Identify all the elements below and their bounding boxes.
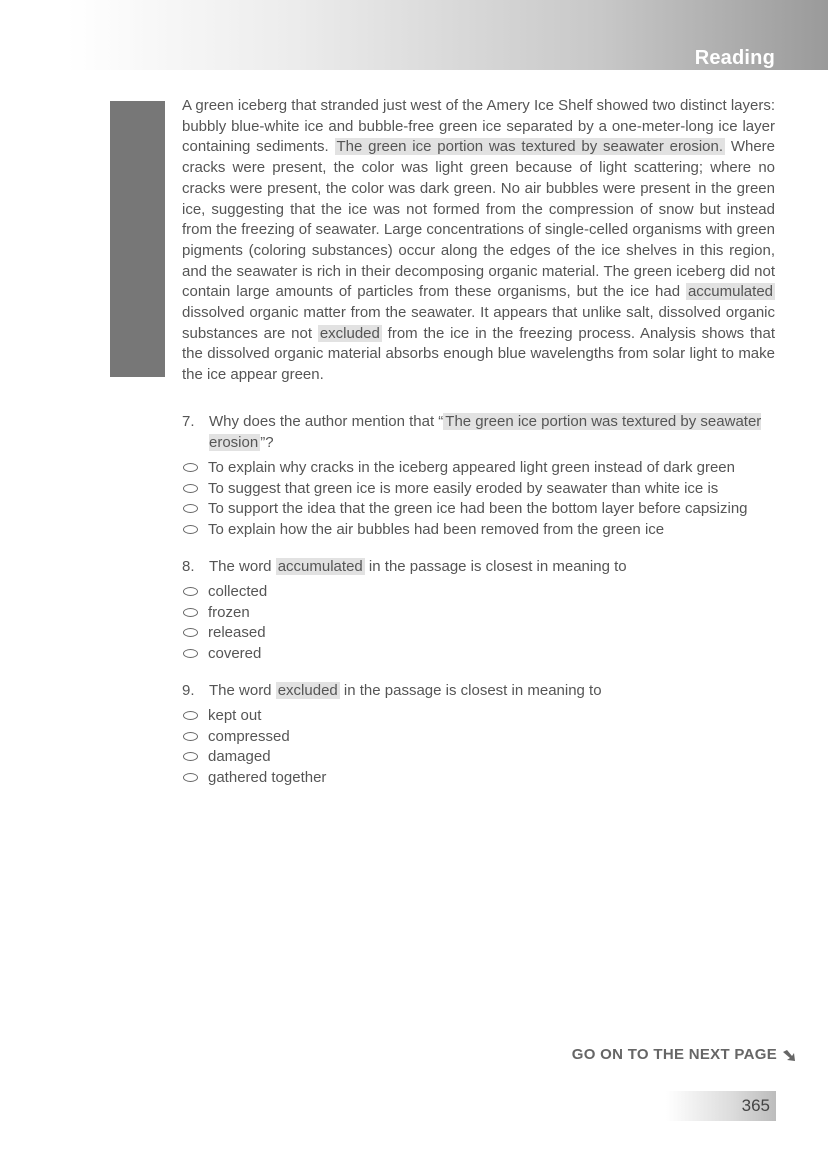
question-9: [182, 680, 782, 788]
passage-text: from the ice in the freezing process. Analysis shows that the dissolved organic material absorbs enough blue wavelengths from solar light to make the ice appear green.: [182, 324, 775, 384]
choice-label: covered: [208, 644, 262, 662]
choice-label: To explain why cracks in the iceberg appeared light green instead of dark green: [208, 458, 735, 476]
radio-icon[interactable]: [183, 752, 198, 761]
choice-label: To explain how the air bubbles had been removed from the green ice: [208, 520, 665, 538]
question-stem: [182, 411, 782, 453]
stem-text: The word: [209, 558, 276, 575]
question-number: 8.: [182, 558, 195, 575]
go-next-label: GO ON TO THE NEXT PAGE: [571, 1046, 777, 1063]
choice-7a[interactable]: [182, 457, 782, 478]
question-text: [209, 680, 782, 701]
answer-choices: [182, 705, 782, 788]
passage-highlight-accumulated: accumulated: [687, 283, 774, 301]
page-number: 365: [741, 1096, 770, 1115]
choice-8c[interactable]: [182, 622, 782, 643]
choice-label: compressed: [208, 727, 290, 745]
choice-9d[interactable]: [182, 767, 782, 788]
choice-8b[interactable]: [182, 602, 782, 623]
radio-icon[interactable]: [183, 711, 198, 720]
choice-8d[interactable]: [182, 643, 782, 664]
radio-icon[interactable]: [183, 732, 198, 741]
answer-choices: [182, 581, 782, 664]
reading-passage: [182, 96, 775, 386]
radio-icon[interactable]: [183, 504, 198, 513]
question-7: [182, 411, 782, 540]
radio-icon[interactable]: [183, 587, 198, 596]
stem-text: ”?: [260, 434, 274, 451]
stem-highlight: excluded: [277, 682, 338, 699]
stem-highlight: accumulated: [277, 558, 363, 575]
radio-icon[interactable]: [183, 484, 198, 493]
question-text: [209, 411, 782, 453]
passage-text: A green iceberg that stranded just west of the Amery Ice Shelf showed two distinct layers: bubbly blue-white ice and bubble-free green ice separated by a one-meter-long ice layer containing sediments.: [182, 97, 775, 156]
stem-text: The word: [209, 682, 276, 699]
answer-choices: [182, 457, 782, 540]
radio-icon[interactable]: [183, 773, 198, 782]
stem-text: in the passage is closest in meaning to: [364, 558, 627, 575]
side-bar: [110, 101, 165, 377]
question-8: [182, 556, 782, 664]
radio-icon[interactable]: [183, 525, 198, 534]
question-text: [209, 556, 782, 577]
radio-icon[interactable]: [183, 608, 198, 617]
choice-label: frozen: [208, 603, 250, 621]
choice-label: To suggest that green ice is more easily eroded by seawater than white ice is: [208, 479, 719, 497]
choice-7d[interactable]: [182, 519, 782, 540]
choice-label: released: [208, 624, 266, 642]
choice-9a[interactable]: [182, 705, 782, 726]
radio-icon[interactable]: [183, 628, 198, 637]
choice-label: collected: [208, 582, 268, 600]
question-stem: [182, 556, 782, 577]
choice-label: gathered together: [208, 768, 327, 786]
passage-highlight-textured: The green ice portion was textured by seawater erosion.: [336, 138, 724, 156]
question-number: 9.: [182, 682, 195, 699]
choice-7b[interactable]: [182, 478, 782, 499]
passage-highlight-excluded: excluded: [319, 324, 380, 342]
stem-highlight: The green ice portion was textured by seawater erosion: [209, 413, 762, 451]
choice-label: kept out: [208, 706, 262, 724]
choice-label: To support the idea that the green ice had been the bottom layer before capsizing: [208, 500, 748, 518]
radio-icon[interactable]: [183, 649, 198, 658]
question-stem: [182, 680, 782, 701]
choice-7c[interactable]: [182, 498, 782, 519]
go-next-page: [572, 1046, 796, 1063]
section-title: Reading: [694, 47, 775, 69]
stem-text: Why does the author mention that “: [209, 413, 444, 430]
choice-9b[interactable]: [182, 726, 782, 747]
choice-8a[interactable]: [182, 581, 782, 602]
choice-9c[interactable]: [182, 746, 782, 767]
question-number: 7.: [182, 413, 195, 430]
arrow-down-right-icon: [782, 1048, 796, 1062]
passage-text: Where cracks were present, the color was light green because of light scattering; where no cracks were present, the color was dark green. No air bubbles were present in the green ice, suggesting that the ice was not formed from the compression of snow but instead from the freezing of seawater. Large concentrations of single-celled organisms with green pigments (coloring substances) occur along the edges of the ice shelves in this region, and the seawater is rich in their decomposing organic material. The green iceberg did not contain large amounts of particles from these organisms, but the ice had: [182, 138, 776, 301]
radio-icon[interactable]: [183, 463, 198, 472]
choice-label: damaged: [208, 748, 271, 766]
passage-text: dissolved organic matter from the seawater. It appears that unlike salt, dissolved organic substances are not: [182, 304, 775, 342]
stem-text: in the passage is closest in meaning to: [339, 682, 602, 699]
